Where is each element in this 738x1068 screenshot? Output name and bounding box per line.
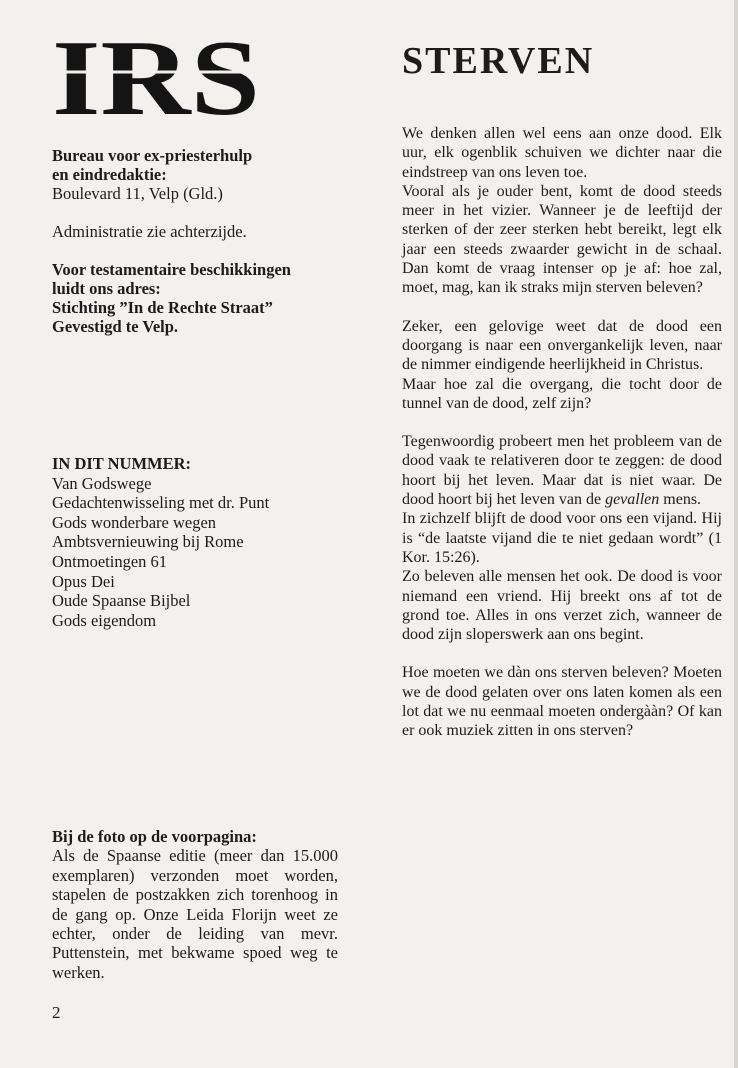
article-italic-word: gevallen: [605, 491, 660, 509]
bureau-line-1: Bureau voor ex-priesterhulp: [52, 146, 253, 165]
contents-item: Opus Dei: [52, 571, 115, 591]
article-paragraph: [402, 432, 722, 509]
contact-block: [52, 146, 352, 336]
article-paragraph: Maar hoe zal die overgang, die tocht door de tunnel van de dood, zelf zijn?: [402, 375, 722, 412]
article-body: [402, 124, 722, 741]
article-paragraph: Vooral als je ouder bent, komt de dood steeds meer in het vizier. Wanneer je de leeftijd der sterken of der zeer sterken hebt bereikt, legt elk jaar een steeds zwaarder gewicht in de schaal. Dan komt de vraag intenser op je af: hoe zal, moet, mag, kan ik straks mijn sterven beleven?: [402, 182, 722, 297]
testament-line-4: Gevestigd te Velp.: [52, 317, 179, 336]
testament-line-2: luidt ons adres:: [52, 279, 161, 298]
contents-list: [52, 454, 352, 630]
contents-item: Ambtsvernieuwing bij Rome: [52, 532, 244, 552]
article-paragraph: We denken allen wel eens aan onze dood. Elk uur, elk ogenblik schuiven we dichter naar die eindstreep van ons leven toe.: [402, 125, 722, 181]
article-paragraph: Zo beleven alle mensen het ook. De dood is voor niemand een vriend. Hij breekt ons af tot de grond toe. Alles in ons verzet zich, wanneer de dood zijn sloperswerk aan ons begint.: [402, 568, 722, 644]
article-paragraph: Hoe moeten we dàn ons sterven beleven? Moeten we de dood gelaten over ons laten komen als een lot dat we nu eenmaal moeten ondergààn? Of kan er ook muziek zitten in ons sterven?: [402, 664, 722, 740]
irs-logo-text: IRS: [52, 30, 260, 120]
contents-item: Oude Spaanse Bijbel: [52, 591, 191, 611]
page-number: 2: [52, 1003, 61, 1022]
testament-line-1: Voor testamentaire beschikkingen: [52, 260, 291, 279]
page-edge: [734, 0, 738, 1068]
address: Boulevard 11, Velp (Gld.): [52, 184, 223, 203]
contents-item: Gods wonderbare wegen: [52, 512, 217, 532]
contents-item: Gedachtenwisseling met dr. Punt: [52, 493, 270, 513]
article-text: Tegenwoordig probeert men het probleem van de dood vaak te relativeren door te zeggen: de dood hoort bij het leven. Maar dat is niet waar. De dood hoort bij het leven van de: [402, 433, 722, 509]
irs-logo-graphic: [52, 30, 262, 120]
irs-logo: [52, 30, 262, 120]
article-paragraph: Zeker, een gelovige weet dat de dood een doorgang is naar een onvergankelijk leven, naar de nimmer eindigende heerlijkheid in Christus.: [402, 317, 722, 374]
contents-item: Ontmoetingen 61: [52, 551, 168, 571]
contents-item: Van Godswege: [52, 473, 152, 493]
bureau-line-2: en eindredaktie:: [52, 165, 167, 184]
administration-note: Administratie zie achterzijde.: [52, 222, 247, 241]
article-paragraph: In zichzelf blijft de dood voor ons een vijand. Hij is “de laatste vijand die te niet gedaan wordt” (1 Kor. 15:26).: [402, 510, 722, 566]
article-text: mens.: [659, 491, 702, 509]
contents-heading: IN DIT NUMMER:: [52, 454, 192, 473]
testament-line-3: Stichting ”In de Rechte Straat”: [52, 298, 273, 317]
contents-item: Gods eigendom: [52, 610, 157, 630]
photo-caption-text: Als de Spaanse editie (meer dan 15.000 exemplaren) verzonden moet worden, stapelen de postzakken zich torenhoog in de gang op. Onze Leida Florijn weet ze echter, onder de leiding van mevr. Puttenstein, met bekwame spoed weg te werken.: [52, 846, 338, 982]
photo-caption-heading: Bij de foto op de voorpagina:: [52, 827, 257, 846]
article-title: STERVEN: [402, 40, 595, 82]
photo-caption: [52, 827, 338, 982]
